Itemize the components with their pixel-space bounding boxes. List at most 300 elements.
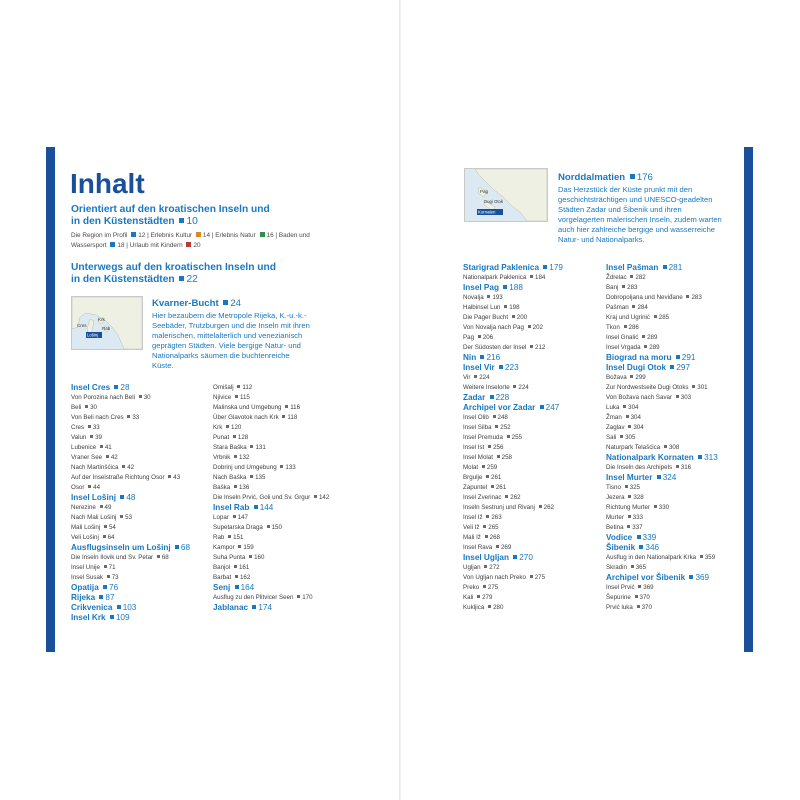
toc-sub-entry[interactable] — [213, 423, 329, 433]
toc-main-entry[interactable] — [463, 363, 563, 373]
toc-main-entry[interactable] — [71, 383, 190, 393]
toc-sub-entry[interactable] — [213, 443, 329, 453]
square-bullet-icon — [540, 405, 544, 409]
toc-sub-entry[interactable] — [463, 473, 563, 483]
toc-column-1 — [71, 383, 190, 623]
toc-sub-entry[interactable] — [606, 493, 718, 503]
toc-sub-entry[interactable] — [606, 503, 718, 513]
kvarner-page: 24 — [230, 298, 241, 309]
toc-entry-title: Veli Lošinj — [71, 534, 99, 541]
toc-entry-title: Supetarska Draga — [213, 524, 263, 531]
toc-main-entry[interactable] — [71, 593, 190, 603]
square-bullet-icon — [120, 495, 124, 499]
square-bullet-icon — [628, 515, 631, 518]
toc-sub-entry[interactable] — [463, 523, 563, 533]
toc-entry-title: Von Božava nach Savar — [606, 394, 673, 401]
square-bullet-icon — [252, 605, 256, 609]
toc-entry-title: Zadar — [463, 393, 486, 402]
toc-entry-title: Weitere Inselorte — [463, 384, 510, 391]
square-bullet-icon — [175, 545, 179, 549]
toc-sub-entry[interactable] — [71, 433, 190, 443]
toc-sub-entry[interactable] — [606, 413, 718, 423]
toc-sub-entry[interactable] — [213, 393, 329, 403]
toc-sub-entry[interactable] — [213, 413, 329, 423]
toc-entry-title: Božava — [606, 374, 627, 381]
toc-entry-title: Insel Pašman — [606, 263, 659, 272]
square-bullet-icon — [122, 465, 125, 468]
toc-sub-entry[interactable] — [71, 523, 190, 533]
toc-sub-entry[interactable] — [71, 563, 190, 573]
toc-entry-page: 144 — [259, 503, 274, 512]
square-bullet-icon — [632, 305, 635, 308]
toc-sub-entry[interactable] — [71, 473, 190, 483]
toc-entry-title: Veli Iž — [463, 524, 480, 531]
toc-entry-title: Insel Cres — [71, 383, 111, 392]
toc-entry-title: Insel Pag — [463, 283, 499, 292]
toc-sub-entry[interactable] — [606, 293, 718, 303]
toc-entry-title: Dobropoljana und Neviđane — [606, 294, 683, 301]
toc-entry-page: 285 — [658, 314, 670, 321]
square-bullet-icon — [639, 545, 643, 549]
toc-entry-page: 247 — [545, 403, 560, 412]
square-bullet-icon — [676, 355, 680, 359]
toc-entry-title: Insel Vrgada — [606, 344, 641, 351]
toc-sub-entry[interactable] — [463, 303, 563, 313]
toc-entry-title: Nach Baška — [213, 474, 247, 481]
toc-entry-title: Insel Olib — [463, 414, 489, 421]
toc-sub-entry[interactable] — [463, 483, 563, 493]
toc-sub-entry[interactable] — [213, 493, 329, 503]
toc-entry-page: 304 — [630, 414, 641, 421]
square-bullet-icon — [700, 555, 703, 558]
toc-sub-entry[interactable] — [213, 513, 329, 523]
toc-main-entry[interactable] — [71, 603, 190, 613]
toc-main-entry[interactable] — [71, 583, 190, 593]
toc-entry-title: Insel Prvić — [606, 584, 635, 591]
toc-sub-entry[interactable] — [213, 563, 329, 573]
toc-sub-entry[interactable] — [463, 513, 563, 523]
toc-entry-page: 301 — [697, 384, 708, 391]
square-bullet-icon — [484, 565, 487, 568]
toc-entry-title: Nerezine — [71, 504, 96, 511]
toc-sub-entry[interactable] — [213, 383, 329, 393]
toc-entry-title: Šepurine — [606, 594, 631, 601]
toc-entry-page: 337 — [632, 524, 643, 531]
toc-main-entry[interactable] — [71, 493, 190, 503]
square-bullet-icon — [282, 415, 285, 418]
square-bullet-icon — [622, 285, 625, 288]
toc-entry-title: Nationalpark Kornaten — [606, 453, 694, 462]
toc-entry-page: 284 — [637, 304, 648, 311]
toc-entry-page: 135 — [255, 474, 266, 481]
square-bullet-icon — [487, 295, 490, 298]
toc-sub-entry[interactable] — [463, 433, 563, 443]
square-bullet-icon — [280, 465, 283, 468]
toc-entry-title: Lubenice — [71, 444, 97, 451]
toc-sub-entry[interactable] — [606, 523, 718, 533]
toc-column-3 — [463, 263, 563, 613]
toc-sub-entry[interactable] — [463, 383, 563, 393]
toc-sub-entry[interactable] — [463, 343, 563, 353]
norddalmatien-map-thumbnail — [464, 168, 548, 222]
toc-column-2 — [213, 383, 329, 613]
square-bullet-icon — [99, 595, 103, 599]
toc-sub-entry[interactable] — [71, 573, 190, 583]
toc-sub-entry[interactable] — [606, 583, 718, 593]
toc-entry-title: Skradin — [606, 564, 627, 571]
toc-sub-entry[interactable] — [463, 593, 563, 603]
toc-sub-entry[interactable] — [463, 603, 563, 613]
toc-entry-title: Omišalj — [213, 384, 234, 391]
intro-title-text: Orientiert auf den kroatischen Inseln und in den Küstenstädten — [71, 204, 270, 227]
toc-sub-entry[interactable] — [463, 273, 563, 283]
toc-entry-page: 370 — [639, 594, 650, 601]
toc-sub-entry[interactable] — [606, 283, 718, 293]
square-bullet-icon — [223, 300, 228, 305]
square-bullet-icon — [90, 435, 93, 438]
kvarner-title[interactable] — [152, 298, 241, 309]
toc-entry-title: Von Ugljan nach Preko — [463, 574, 526, 581]
toc-entry-page: 76 — [109, 583, 119, 592]
toc-sub-entry[interactable] — [71, 513, 190, 523]
square-bullet-icon — [638, 585, 641, 588]
toc-sub-entry[interactable] — [606, 603, 718, 613]
toc-sub-entry[interactable] — [463, 453, 563, 463]
toc-entry-title: Die Inseln des Archipels — [606, 464, 673, 471]
toc-sub-entry[interactable] — [463, 583, 563, 593]
toc-sub-entry[interactable] — [463, 413, 563, 423]
norddalmatien-description: Das Herzstück der Küste prunkt mit den geschichtsträchtigen und UNESCO-geadelten Städten Zadar und Šibenik und ihren vorgelagerten malerischen Inseln, zudem warten auch hier zahlreiche bergige und wasserreiche Natur- und Nationalparks. — [558, 185, 722, 244]
toc-main-entry[interactable] — [463, 393, 563, 403]
toc-entry-page: 170 — [302, 594, 313, 601]
toc-main-entry[interactable] — [606, 543, 718, 553]
toc-entry-page: 200 — [516, 314, 528, 321]
toc-entry-page: 265 — [488, 524, 499, 531]
toc-main-entry[interactable] — [213, 583, 329, 593]
toc-entry-page: 212 — [535, 344, 546, 351]
toc-sub-entry[interactable] — [71, 463, 190, 473]
toc-sub-entry[interactable] — [463, 463, 563, 473]
toc-entry-title: Žman — [606, 414, 622, 421]
toc-sub-entry[interactable] — [213, 433, 329, 443]
toc-entry-title: Insel Premuda — [463, 434, 503, 441]
toc-sub-entry[interactable] — [606, 313, 718, 323]
square-bullet-icon — [483, 525, 486, 528]
square-bullet-icon — [196, 232, 201, 237]
square-bullet-icon — [297, 595, 300, 598]
toc-sub-entry[interactable] — [213, 523, 329, 533]
toc-main-entry[interactable] — [606, 263, 718, 273]
toc-entry-page: 259 — [486, 464, 498, 471]
toc-sub-entry[interactable] — [606, 323, 718, 333]
toc-entry-page: 275 — [534, 574, 546, 581]
toc-entry-title: Baška — [213, 484, 231, 491]
toc-sub-entry[interactable] — [71, 553, 190, 563]
toc-sub-entry[interactable] — [463, 573, 563, 583]
toc-main-entry[interactable] — [463, 283, 563, 293]
toc-entry-page: 313 — [704, 453, 718, 462]
toc-entry-title: Ausflugsinseln um Lošinj — [71, 543, 171, 552]
square-bullet-icon — [642, 335, 645, 338]
toc-sub-entry[interactable] — [463, 323, 563, 333]
toc-entry-title: Rijeka — [71, 593, 96, 602]
square-bullet-icon — [157, 555, 160, 558]
toc-entry-page: 328 — [633, 494, 644, 501]
square-bullet-icon — [107, 575, 110, 578]
unterwegs-section-title[interactable] — [71, 262, 276, 286]
square-bullet-icon — [692, 385, 695, 388]
toc-sub-entry[interactable] — [606, 593, 718, 603]
toc-entry-page: 316 — [680, 464, 692, 471]
toc-sub-entry[interactable] — [213, 573, 329, 583]
toc-sub-entry[interactable] — [463, 443, 563, 453]
toc-main-entry[interactable] — [606, 353, 718, 363]
toc-sub-entry[interactable] — [463, 293, 563, 303]
toc-sub-entry[interactable] — [606, 443, 718, 453]
toc-entry-page: 112 — [242, 384, 253, 391]
toc-entry-title: Inseln Sestrunj und Rivanj — [463, 504, 535, 511]
intro-section-title[interactable] — [71, 204, 276, 228]
toc-entry-title: Insel Rava — [463, 544, 493, 551]
square-bullet-icon — [530, 575, 533, 578]
toc-sub-entry[interactable] — [213, 473, 329, 483]
toc-entry-page: 308 — [668, 444, 680, 451]
toc-entry-page: 42 — [110, 454, 118, 461]
toc-entry-title: Starigrad Paklenica — [463, 263, 539, 272]
map-label: Cres — [77, 323, 87, 328]
toc-entry-page: 339 — [642, 533, 657, 542]
toc-sub-entry[interactable] — [71, 443, 190, 453]
toc-entry-title: Von Novalja nach Pag — [463, 324, 524, 331]
toc-entry-title: Halbinsel Lun — [463, 304, 501, 311]
toc-entry-title: Nin — [463, 353, 477, 362]
toc-sub-entry[interactable] — [606, 343, 718, 353]
toc-entry-title: Insel Zverinac — [463, 494, 502, 501]
toc-entry-title: Kampor — [213, 544, 235, 551]
toc-sub-entry[interactable] — [463, 493, 563, 503]
square-bullet-icon — [503, 285, 507, 289]
toc-sub-entry[interactable] — [213, 403, 329, 413]
toc-entry-title: Mali Iž — [463, 534, 481, 541]
toc-entry-title: Insel Murter — [606, 473, 653, 482]
toc-entry-page: 303 — [680, 394, 692, 401]
toc-main-entry[interactable] — [71, 613, 190, 623]
toc-entry-page: 346 — [645, 543, 660, 552]
toc-entry-title: Banj — [606, 284, 619, 291]
square-bullet-icon — [490, 395, 494, 399]
square-bullet-icon — [250, 445, 253, 448]
square-bullet-icon — [285, 405, 288, 408]
toc-sub-entry[interactable] — [463, 543, 563, 553]
toc-main-entry[interactable] — [606, 573, 718, 583]
toc-entry-page: 369 — [643, 584, 654, 591]
toc-main-entry[interactable] — [71, 543, 190, 553]
toc-entry-page: 258 — [501, 454, 512, 461]
toc-sub-entry[interactable] — [606, 433, 718, 443]
square-bullet-icon — [507, 435, 510, 438]
toc-sub-entry[interactable] — [606, 393, 718, 403]
toc-entry-title: Beli — [71, 404, 82, 411]
toc-entry-title: Novalja — [463, 294, 484, 301]
toc-main-entry[interactable] — [606, 473, 718, 483]
toc-entry-page: 206 — [482, 334, 494, 341]
toc-sub-entry[interactable] — [606, 333, 718, 343]
toc-entry-title: Ausflug zu den Plitvicer Seen — [213, 594, 294, 601]
square-bullet-icon — [117, 605, 121, 609]
square-bullet-icon — [485, 535, 488, 538]
square-bullet-icon — [85, 405, 88, 408]
square-bullet-icon — [513, 385, 516, 388]
toc-entry-page: 164 — [240, 583, 255, 592]
square-bullet-icon — [670, 365, 674, 369]
toc-entry-title: Betina — [606, 524, 624, 531]
toc-main-entry[interactable] — [606, 453, 718, 463]
toc-entry-title: Über Glavotok nach Krk — [213, 414, 279, 421]
toc-entry-page: 268 — [489, 534, 500, 541]
toc-sub-entry[interactable] — [606, 423, 718, 433]
intro-item-label: Die Region im Profil — [71, 232, 130, 239]
square-bullet-icon — [314, 495, 317, 498]
toc-sub-entry[interactable] — [213, 453, 329, 463]
toc-sub-entry[interactable] — [71, 393, 190, 403]
toc-sub-entry[interactable] — [463, 563, 563, 573]
toc-sub-entry[interactable] — [606, 303, 718, 313]
toc-sub-entry[interactable] — [71, 453, 190, 463]
toc-entry-title: Insel Gnalić — [606, 334, 639, 341]
toc-entry-title: Vir — [463, 374, 471, 381]
toc-sub-entry[interactable] — [606, 273, 718, 283]
toc-sub-entry[interactable] — [463, 503, 563, 513]
toc-entry-title: Vodice — [606, 533, 633, 542]
toc-entry-page: 283 — [627, 284, 638, 291]
square-bullet-icon — [139, 395, 142, 398]
toc-sub-entry[interactable] — [71, 503, 190, 513]
toc-sub-entry[interactable] — [463, 423, 563, 433]
toc-entry-page: 252 — [500, 424, 511, 431]
square-bullet-icon — [110, 242, 115, 247]
toc-sub-entry[interactable] — [606, 383, 718, 393]
intro-page: 10 — [186, 216, 198, 227]
toc-entry-title: Vraner See — [71, 454, 103, 461]
toc-sub-entry[interactable] — [606, 373, 718, 383]
toc-sub-entry[interactable] — [71, 533, 190, 543]
toc-sub-entry[interactable] — [463, 333, 563, 343]
toc-sub-entry[interactable] — [213, 463, 329, 473]
toc-sub-entry[interactable] — [71, 483, 190, 493]
toc-entry-title: Insel Unije — [71, 564, 100, 571]
toc-main-entry[interactable] — [213, 603, 329, 613]
toc-sub-entry[interactable] — [213, 483, 329, 493]
map-label: Dugi — [484, 199, 493, 204]
toc-sub-entry[interactable] — [71, 403, 190, 413]
toc-sub-entry[interactable] — [606, 513, 718, 523]
toc-entry-page: 359 — [704, 554, 716, 561]
square-bullet-icon — [513, 555, 517, 559]
square-bullet-icon — [530, 275, 533, 278]
square-bullet-icon — [267, 525, 270, 528]
square-bullet-icon — [103, 535, 106, 538]
toc-entry-title: Nationalpark Paklenica — [463, 274, 527, 281]
toc-sub-entry[interactable] — [606, 463, 718, 473]
toc-main-entry[interactable] — [213, 503, 329, 513]
toc-entry-title: Punat — [213, 434, 230, 441]
toc-entry-title: Jablanac — [213, 603, 249, 612]
toc-sub-entry[interactable] — [213, 543, 329, 553]
toc-entry-title: Pašman — [606, 304, 629, 311]
page-title: Inhalt — [70, 168, 145, 199]
toc-entry-title: Cres — [71, 424, 85, 431]
toc-sub-entry[interactable] — [71, 413, 190, 423]
square-bullet-icon — [499, 365, 503, 369]
toc-sub-entry[interactable] — [606, 403, 718, 413]
toc-sub-entry[interactable] — [606, 483, 718, 493]
toc-entry-title: Valun — [71, 434, 87, 441]
book-gutter — [399, 0, 401, 800]
square-bullet-icon — [477, 595, 480, 598]
toc-main-entry[interactable] — [606, 533, 718, 543]
toc-sub-entry[interactable] — [71, 423, 190, 433]
square-bullet-icon — [637, 605, 640, 608]
square-bullet-icon — [100, 445, 103, 448]
intro-item-page: 12 — [138, 232, 146, 239]
square-bullet-icon — [250, 475, 253, 478]
toc-entry-title: Insel Krk — [71, 613, 106, 622]
toc-sub-entry[interactable] — [213, 553, 329, 563]
toc-entry-page: 269 — [500, 544, 512, 551]
toc-entry-title: Njivice — [213, 394, 232, 401]
toc-main-entry[interactable] — [463, 403, 563, 413]
toc-main-entry[interactable] — [463, 353, 563, 363]
toc-entry-title: Stara Baška — [213, 444, 247, 451]
square-bullet-icon — [234, 565, 237, 568]
toc-sub-entry[interactable] — [463, 373, 563, 383]
toc-sub-entry[interactable] — [463, 313, 563, 323]
toc-entry-page: 68 — [161, 554, 169, 561]
toc-main-entry[interactable] — [463, 263, 563, 273]
toc-sub-entry[interactable] — [463, 533, 563, 543]
square-bullet-icon — [103, 585, 107, 589]
toc-entry-page: 324 — [662, 473, 677, 482]
toc-entry-page: 275 — [487, 584, 499, 591]
square-bullet-icon — [630, 174, 635, 179]
square-bullet-icon — [630, 275, 633, 278]
toc-entry-page: 120 — [231, 424, 242, 431]
square-bullet-icon — [623, 405, 626, 408]
intro-items — [71, 231, 326, 251]
toc-entry-page: 333 — [632, 514, 643, 521]
square-bullet-icon — [624, 325, 627, 328]
toc-main-entry[interactable] — [463, 553, 563, 563]
toc-entry-page: 160 — [254, 554, 265, 561]
toc-sub-entry[interactable] — [213, 533, 329, 543]
toc-entry-page: 142 — [318, 494, 330, 501]
toc-sub-entry[interactable] — [606, 563, 718, 573]
norddalmatien-title[interactable] — [558, 172, 653, 183]
right-edge-bar — [744, 147, 753, 652]
toc-sub-entry[interactable] — [213, 593, 329, 603]
square-bullet-icon — [626, 415, 629, 418]
toc-sub-entry[interactable] — [606, 553, 718, 563]
toc-entry-page: 370 — [641, 604, 652, 611]
toc-entry-title: Brgulje — [463, 474, 483, 481]
toc-entry-title: Ždrelac — [606, 274, 627, 281]
square-bullet-icon — [110, 615, 114, 619]
toc-entry-page: 44 — [93, 484, 101, 491]
toc-entry-title: Insel Rab — [213, 503, 250, 512]
toc-entry-page: 147 — [237, 514, 248, 521]
toc-entry-title: Insel Vir — [463, 363, 495, 372]
toc-main-entry[interactable] — [606, 363, 718, 373]
